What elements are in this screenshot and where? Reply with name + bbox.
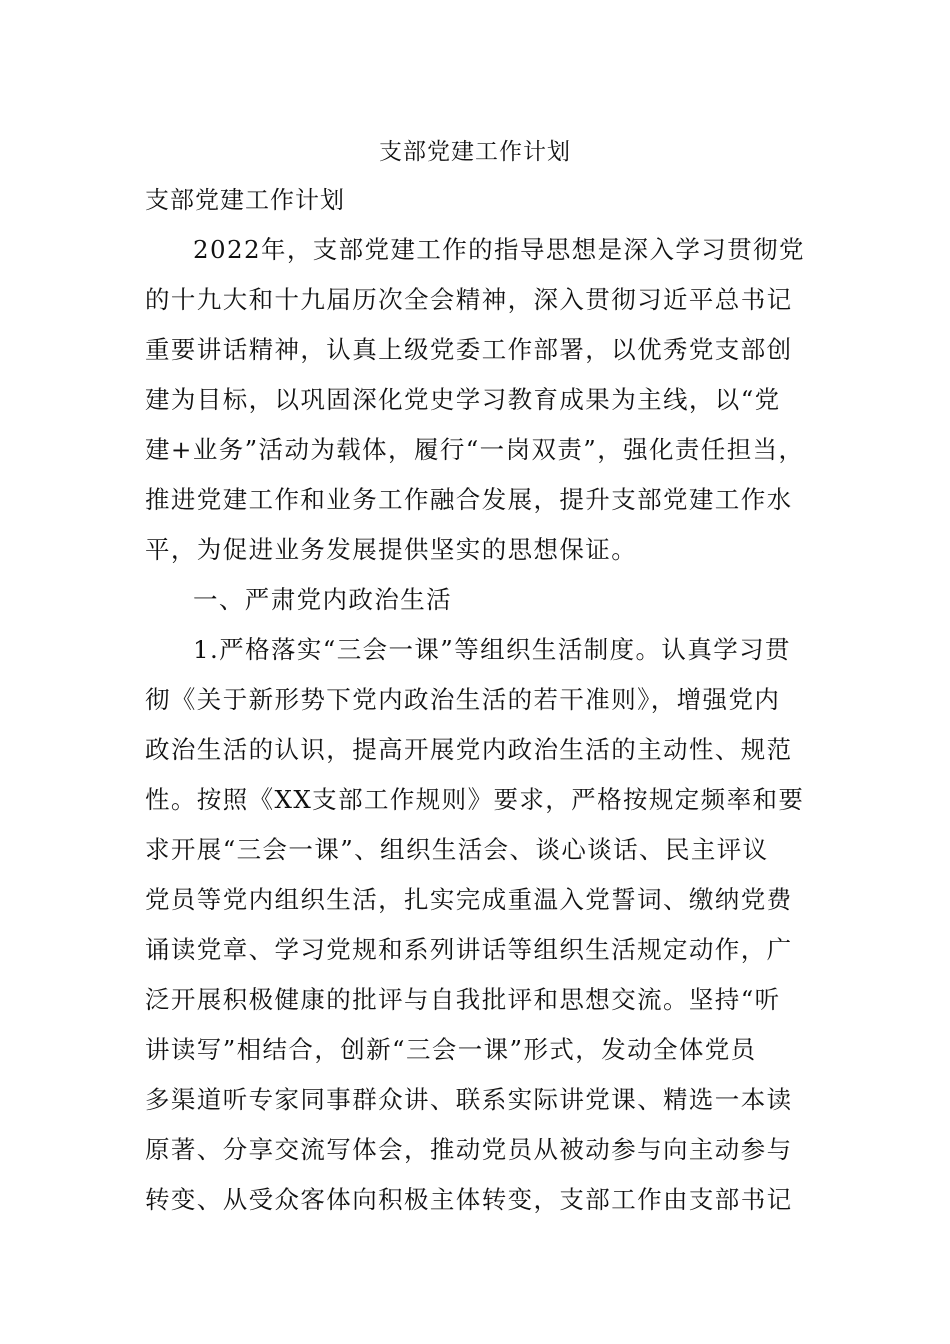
paragraph-line: 1.严格落实“三会一课”等组织生活制度。认真学习贯 (193, 635, 791, 664)
paragraph-line: 党员等党内组织生活，扎实完成重温入党誓词、缴纳党费 (145, 885, 793, 914)
document-subtitle: 支部党建工作计划 (145, 186, 345, 214)
paragraph-line: 性。按照《XX支部工作规则》要求，严格按规定频率和要 (145, 785, 805, 814)
paragraph-line: 平，为促进业务发展提供坚实的思想保证。 (145, 535, 638, 564)
document-title: 支部党建工作计划 (379, 139, 571, 165)
paragraph-line: 建为目标，以巩固深化党史学习教育成果为主线，以“党 (145, 385, 781, 414)
paragraph-line: 2022年，支部党建工作的指导思想是深入学习贯彻党 (193, 235, 805, 264)
paragraph-line: 诵读党章、学习党规和系列讲话等组织生活规定动作，广 (145, 935, 793, 964)
paragraph-line: 重要讲话精神，认真上级党委工作部署，以优秀党支部创 (145, 335, 793, 364)
paragraph-line: 泛开展积极健康的批评与自我批评和思想交流。坚持“听 (145, 985, 781, 1014)
section-heading: 一、严肃党内政治生活 (193, 585, 452, 614)
paragraph-line: 讲读写”相结合，创新“三会一课”形式，发动全体党员 (145, 1035, 757, 1064)
paragraph-line: 彻《关于新形势下党内政治生活的若干准则》，增强党内 (145, 685, 781, 714)
paragraph-line: 原著、分享交流写体会，推动党员从被动参与向主动参与 (145, 1135, 793, 1164)
paragraph-line: 求开展“三会一课”、组织生活会、谈心谈话、民主评议 (145, 835, 769, 864)
paragraph-line: 政治生活的认识，提高开展党内政治生活的主动性、规范 (145, 735, 793, 764)
paragraph-line: 推进党建工作和业务工作融合发展，提升支部党建工作水 (145, 485, 793, 514)
paragraph-line: 建+业务”活动为载体，履行“一岗双责”，强化责任担当， (145, 435, 805, 464)
paragraph-line: 的十九大和十九届历次全会精神，深入贯彻习近平总书记 (145, 285, 793, 314)
paragraph-line: 转变、从受众客体向积极主体转变，支部工作由支部书记 (145, 1185, 793, 1214)
paragraph-line: 多渠道听专家同事群众讲、联系实际讲党课、精选一本读 (145, 1085, 793, 1114)
